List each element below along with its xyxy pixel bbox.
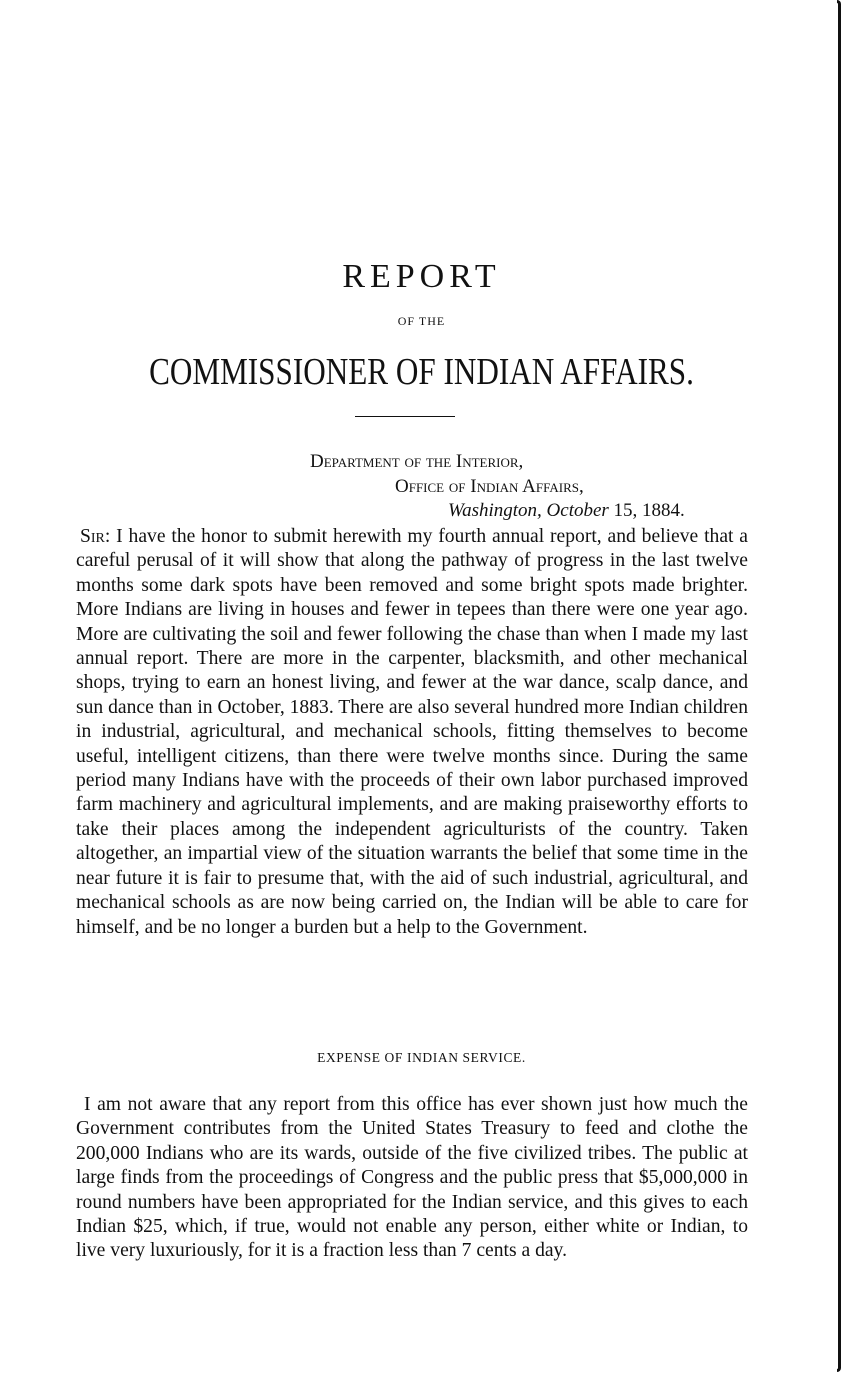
salutation: Sir: xyxy=(80,526,111,547)
paragraph-introduction xyxy=(76,525,748,940)
paragraph-expense: I am not aware that any report from this office has ever shown just how much the Government contributes from the United States Treasury to feed and clothe the 200,000 Indians who are its wards, outside of the five civilized tribes. The public at large finds from the proceedings of Congress and the public press that $5,000,000 in round numbers have been appropriated for the Indian service, and this gives to each Indian $25, which, if true, would not enable any person, either white or Indian, to live very luxuriously, for it is a fraction less than 7 cents a day. xyxy=(76,1094,748,1262)
paragraph-introduction-text: I have the honor to submit herewith my fourth annual report, and believe that a careful perusal of it will show that along the pathway of progress in the last twelve months some dark spots have been removed and some bright spots made brighter. More Indians are living in houses and fewer in tepees than there were one year ago. More are cultivating the soil and fewer following the chase than when I made my last annual report. There are more in the carpenter, blacksmith, and other mechanical shops, trying to earn an honest living, and fewer at the war dance, scalp dance, and sun dance than in October, 1883. There are also several hundred more Indian children in industrial, agricultural, and mechanical schools, fitting themselves to become useful, intelligent citizens, than there were twelve months since. During the same period many Indians have with the proceeds of their own labor purchased improved farm machinery and agricultural implements, and are making praiseworthy efforts to take their places among the independent agriculturists of the country. Taken altogether, an impartial view of the situation warrants the belief that some time in the near future it is fair to presume that, with the aid of such industrial, agricultural, and mechanical schools as are now being carried on, the Indian will be able to care for himself, and be no longer a burden but a help to the Government. xyxy=(76,526,748,938)
title-divider xyxy=(355,416,455,417)
section-heading: EXPENSE OF INDIAN SERVICE. xyxy=(317,1050,526,1065)
address-department: Department of the Interior, xyxy=(310,451,524,472)
address-office: Office of Indian Affairs, xyxy=(395,476,584,497)
report-subtitle: OF THE xyxy=(397,314,446,328)
page-edge xyxy=(837,0,841,1372)
address-place-date xyxy=(448,500,685,522)
address-date: 15, 1884. xyxy=(608,500,685,521)
report-main-title: COMMISSIONER OF INDIAN AFFAIRS. xyxy=(149,351,694,393)
address-place-italic: Washington, October xyxy=(448,500,609,521)
report-title: REPORT xyxy=(342,258,501,295)
